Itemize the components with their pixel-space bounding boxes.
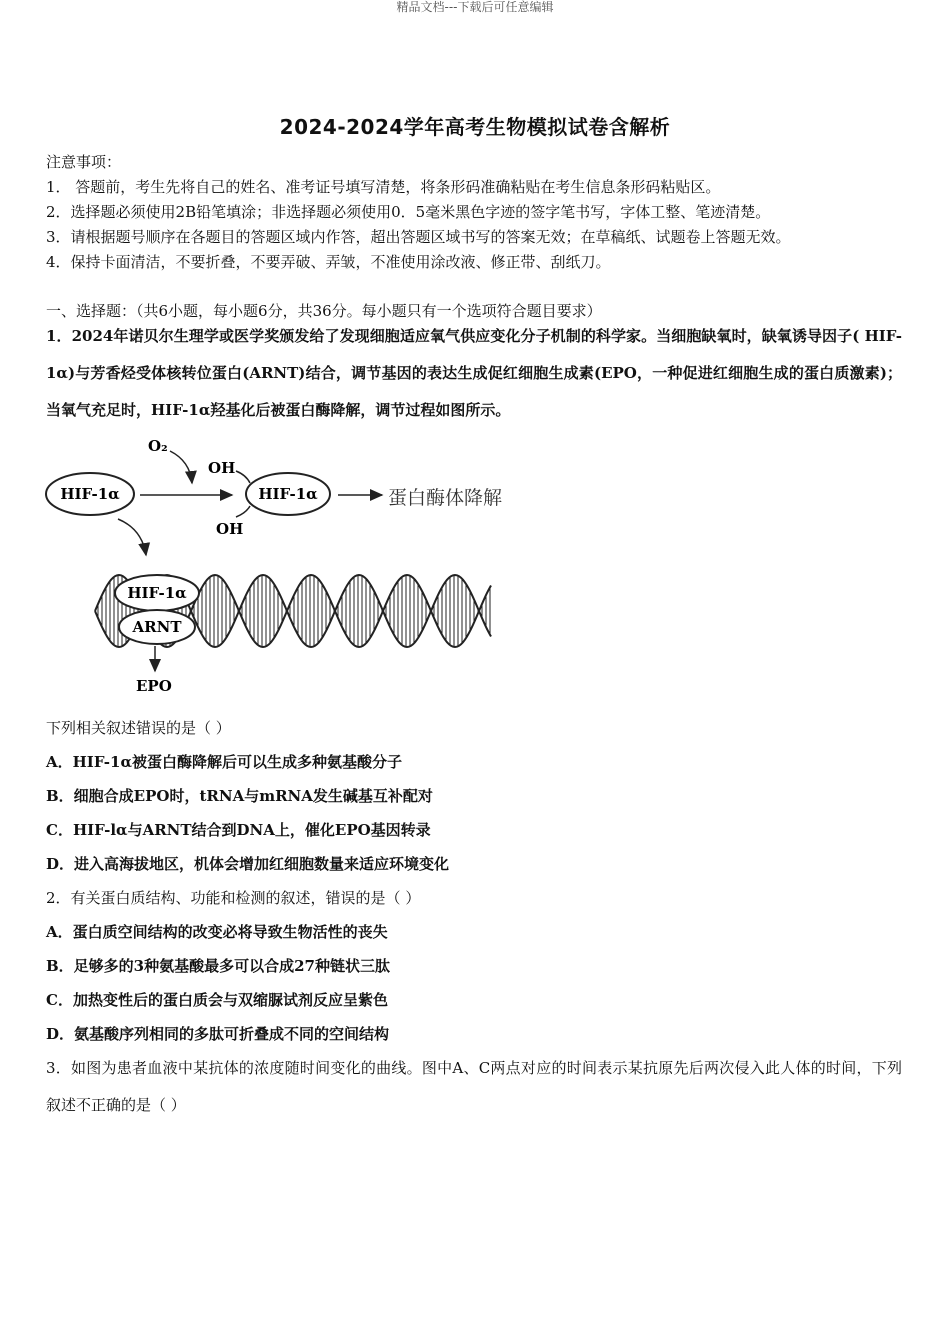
hif-left-label: HIF-1α [60,485,120,503]
o2-label: O₂ [148,437,168,455]
q1-option-c: C．HIF-lα与ARNT结合到DNA上，催化EPO基因转录 [46,821,431,839]
q3-stem: 3．如图为患者血液中某抗体的浓度随时间变化的曲线。图中A、C两点对应的时间表示某抗原先后两次侵入此人体的时间，下列叙述不正确的是（ ） [46,1059,902,1114]
section-heading: 一、选择题：（共6小题，每小题6分，共36分。每小题只有一个选项符合题目要求） [46,302,602,320]
q1-option-b: B．细胞合成EPO时，tRNA与mRNA发生碱基互补配对 [46,787,433,805]
q1-option-d: D．进入高海拔地区，机体会增加红细胞数量来适应环境变化 [46,855,450,873]
page-title: 2024-2024学年高考生物模拟试卷含解析 [279,115,671,139]
notes-item-2: 2．选择题必须使用2B铅笔填涂；非选择题必须使用0．5毫米黑色字迹的签字笔书写，字体工整、笔迹清楚。 [46,203,771,221]
q2-option-b: B．足够多的3种氨基酸最多可以合成27种链状三肽 [46,957,390,975]
q1-stem-text: 1．2024年诺贝尔生理学或医学奖颁发给了发现细胞适应氧气供应变化分子机制的科学家。当细胞缺氧时，缺氧诱导因子( HIF-1α)与芳香烃受体核转位蛋白(ARNT)结合，调节基因的表达生成促红细胞生成素(EPO，一种促进红细胞生成的蛋白质激素)；当氧气充足时，HIF-1α羟基化后被蛋白酶降解，调节过程如图所示。 [46,327,902,419]
q2-option-d: D．氨基酸序列相同的多肽可折叠成不同的空间结构 [46,1025,390,1043]
arnt-label: ARNT [132,618,182,636]
notes-item-4: 4．保持卡面清洁，不要折叠，不要弄破、弄皱，不准使用涂改液、修正带、刮纸刀。 [46,253,611,271]
q1-question: 下列相关叙述错误的是（ ） [46,719,231,737]
q1-option-a: A．HIF-1α被蛋白酶降解后可以生成多种氨基酸分子 [46,753,403,771]
q2-stem: 2．有关蛋白质结构、功能和检测的叙述，错误的是（ ） [46,889,421,907]
oh-top-label: OH [208,459,236,477]
q2-option-c: C．加热变性后的蛋白质会与双缩脲试剂反应呈紫色 [46,991,388,1009]
hif-regulation-diagram [40,433,540,698]
notes-item-3: 3．请根据题号顺序在各题目的答题区域内作答，超出答题区域书写的答案无效；在草稿纸、试题卷上答题无效。 [46,228,791,246]
oh-bottom-bond [236,506,250,517]
notes-item-1: 1． 答题前，考生先将自己的姓名、准考证号填写清楚，将条形码准确粘贴在考生信息条形码粘贴区。 [46,178,721,196]
hif-dna-label: HIF-1α [127,584,187,602]
oh-top-bond [236,471,250,483]
o2-arrow [170,451,192,483]
notes-heading: 注意事项： [46,153,122,171]
oh-bottom-label: OH [216,520,244,538]
q1-stem [46,318,902,429]
q2-option-a: A．蛋白质空间结构的改变必将导致生物活性的丧失 [46,923,388,941]
degradation-label: 蛋白酶体降解 [388,487,503,509]
hif-right-label: HIF-1α [258,485,318,503]
hypoxia-arrow [118,519,146,555]
watermark: 精品文档---下载后可任意编辑 [396,0,554,14]
epo-label: EPO [136,677,172,695]
